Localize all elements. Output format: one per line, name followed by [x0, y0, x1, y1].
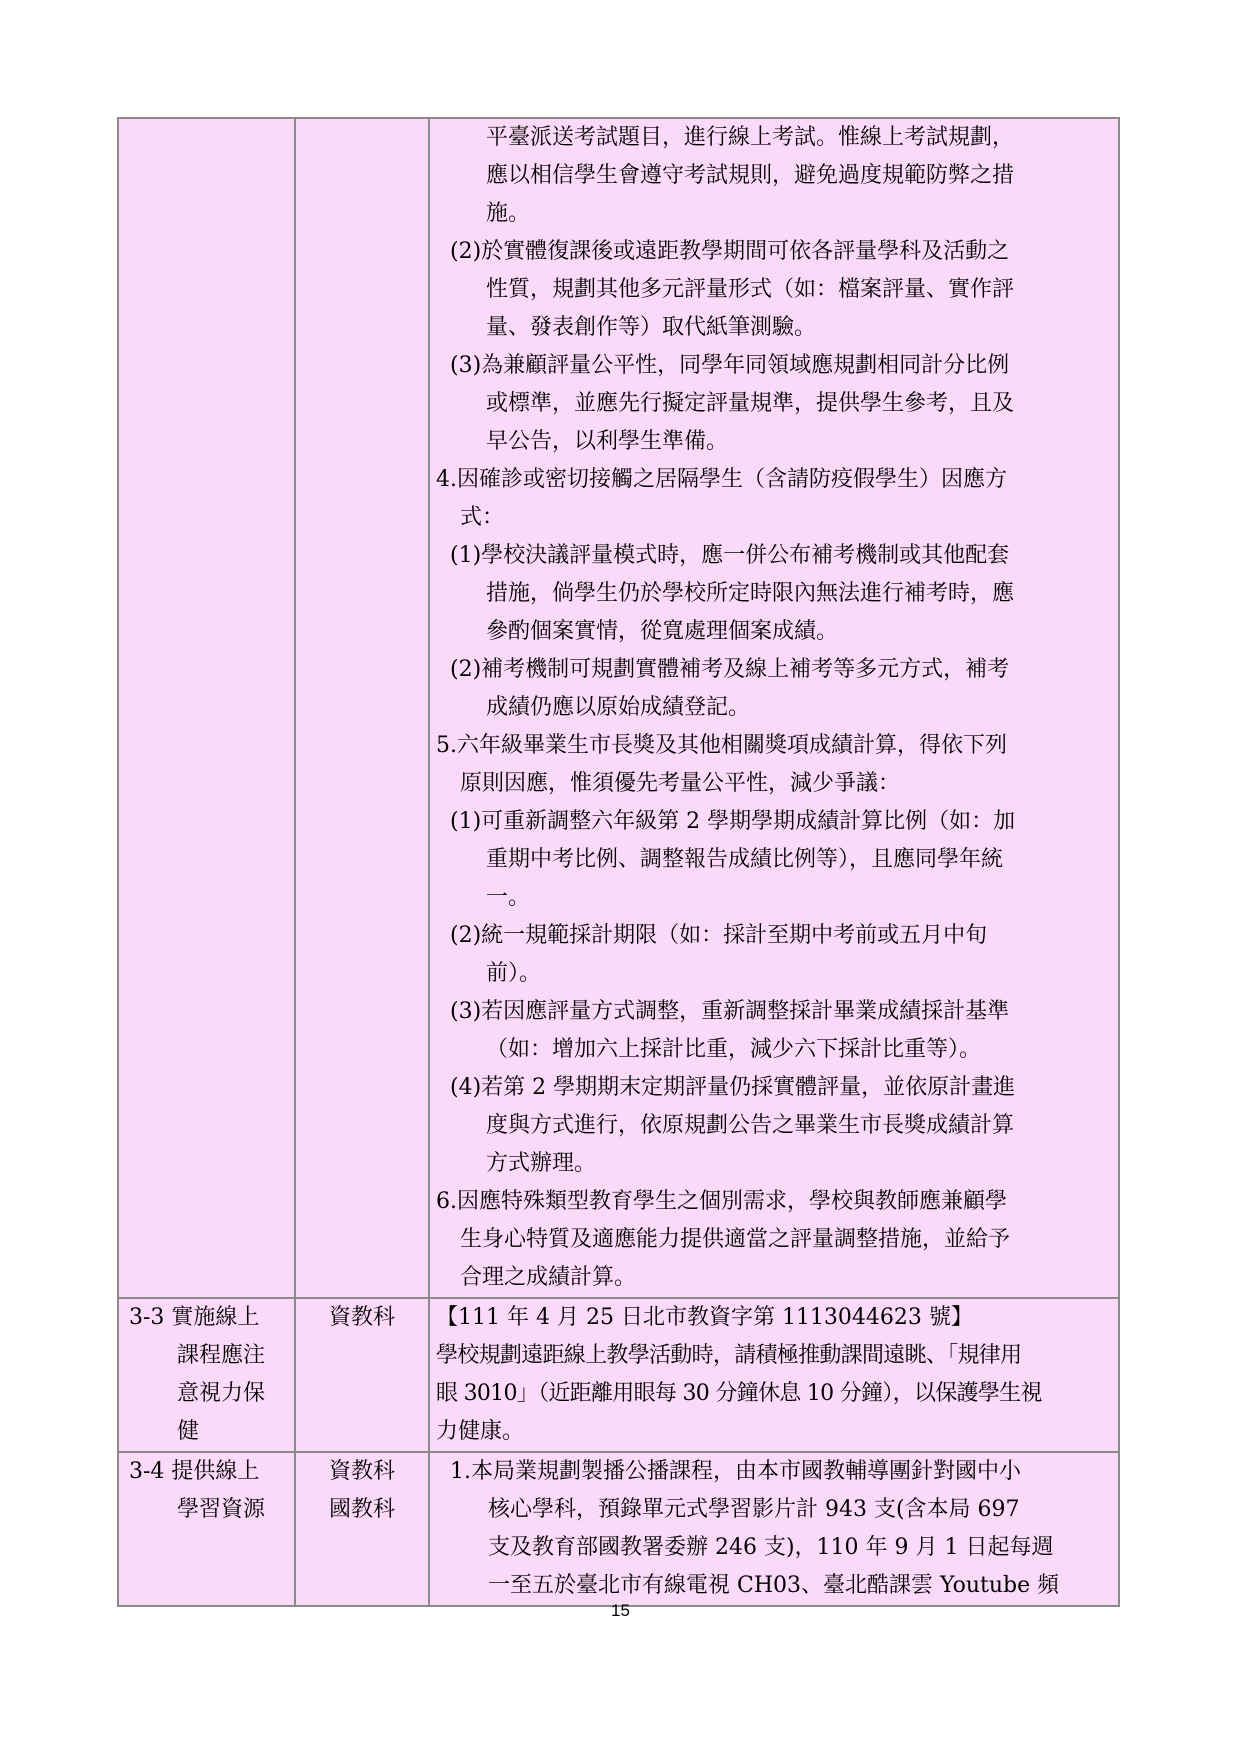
content-line: 成績仍應以原始成績登記。 [486, 695, 751, 720]
content-cell [429, 1298, 1119, 1452]
content-line: 4.因確診或密切接觸之居隔學生（含請防疫假學生）因應方 [436, 467, 1007, 492]
table-row-3-3 [118, 1298, 1119, 1452]
content-line: 性質，規劃其他多元評量形式（如：檔案評量、實作評 [486, 277, 1015, 302]
content-line: 原則因應，惟須優先考量公平性，減少爭議： [460, 771, 901, 796]
content-line: (2)於實體復課後或遠距教學期間可依各評量學科及活動之 [450, 239, 1010, 264]
page-number: 15 [611, 1601, 630, 1620]
content-line: 施。 [486, 201, 531, 226]
content-line: (4)若第 2 學期期末定期評量仍採實體評量，並依原計畫進 [450, 1075, 1016, 1100]
content-line: 量、發表創作等）取代紙筆測驗。 [486, 315, 817, 340]
dept-line: 資教科 [328, 1305, 395, 1330]
measures-table [117, 117, 1120, 1607]
content-line: 5.六年級畢業生市長獎及其他相關獎項成績計算，得依下列 [436, 733, 1007, 758]
content-line: 度與方式進行，依原規劃公告之畢業生市長獎成績計算 [486, 1113, 1015, 1138]
item-cell [118, 1452, 295, 1606]
item-cell [118, 118, 295, 1298]
content-line: 平臺派送考試題目，進行線上考試。惟線上考試規劃， [486, 125, 1015, 150]
item-title-line: 3-4 提供線上 [129, 1459, 260, 1484]
content-line: 措施，倘學生仍於學校所定時限內無法進行補考時，應 [486, 581, 1015, 606]
content-line: 眼 3010」（近距離用眼每 30 分鐘休息 10 分鐘），以保護學生視 [436, 1381, 1042, 1406]
content-cell [429, 118, 1119, 1298]
content-line: 一。 [486, 885, 531, 910]
content-line: 重期中考比例、調整報告成績比例等），且應同學年統 [486, 847, 1004, 872]
dept-cell [295, 1298, 429, 1452]
content-line: (3)若因應評量方式調整，重新調整採計畢業成績採計基準 [450, 999, 1010, 1024]
content-line: (1)學校決議評量模式時，應一併公布補考機制或其他配套 [450, 543, 1010, 568]
content-line: (2)補考機制可規劃實體補考及線上補考等多元方式，補考 [450, 657, 1010, 682]
content-line: 核心學科，預錄單元式學習影片計 943 支(含本局 697 [488, 1497, 1020, 1522]
content-line: 【111 年 4 月 25 日北市教資字第 1113044623 號】 [436, 1305, 973, 1330]
content-line: 或標準，並應先行擬定評量規準，提供學生參考，且及 [486, 391, 1015, 416]
content-line: (1)可重新調整六年級第 2 學期學期成績計算比例（如：加 [450, 809, 1016, 834]
item-cell [118, 1298, 295, 1452]
dept-cell [295, 118, 429, 1298]
dept-cell [295, 1452, 429, 1606]
item-title-line: 健 [177, 1419, 200, 1444]
content-line: 方式辦理。 [486, 1151, 597, 1176]
content-line: 式： [460, 505, 505, 530]
content-line: 生身心特質及適應能力提供適當之評量調整措施，並給予 [460, 1227, 1011, 1252]
content-line: (3)為兼顧評量公平性，同學年同領域應規劃相同計分比例 [450, 353, 1010, 378]
table-row-3-4 [118, 1452, 1119, 1606]
item-title-line: 意視力保 [177, 1381, 266, 1406]
content-line: （如：增加六上採計比重，減少六下採計比重等）。 [486, 1037, 982, 1062]
content-cell [429, 1452, 1119, 1606]
content-line: 早公告，以利學生準備。 [486, 429, 729, 454]
item-title-line: 3-3 實施線上 [129, 1305, 260, 1330]
content-line: 應以相信學生會遵守考試規則，避免過度規範防弊之措 [486, 163, 1015, 188]
content-line: 力健康。 [436, 1419, 525, 1444]
dept-line: 國教科 [328, 1497, 395, 1522]
content-line: 學校規劃遠距線上教學活動時，請積極推動課間遠眺、「規律用 [436, 1343, 1022, 1368]
content-line: 參酌個案實情，從寬處理個案成績。 [486, 619, 839, 644]
content-line: 一至五於臺北市有線電視 CH03、臺北酷課雲 Youtube 頻 [488, 1573, 1060, 1598]
content-line: (2)統一規範採計期限（如：採計至期中考前或五月中旬 [450, 923, 988, 948]
dept-line: 資教科 [328, 1459, 395, 1484]
table-row-continued [118, 118, 1119, 1298]
content-line: 支及教育部國教署委辦 246 支)，110 年 9 月 1 日起每週 [488, 1535, 1054, 1560]
content-line: 合理之成績計算。 [460, 1265, 637, 1290]
item-title-line: 課程應注 [177, 1343, 266, 1368]
content-line: 6.因應特殊類型教育學生之個別需求，學校與教師應兼顧學 [436, 1189, 1007, 1214]
content-line: 前）。 [486, 961, 542, 986]
content-line: 1.本局業規劃製播公播課程，由本市國教輔導團針對國中小 [450, 1459, 1021, 1484]
item-title-line: 學習資源 [177, 1497, 266, 1522]
